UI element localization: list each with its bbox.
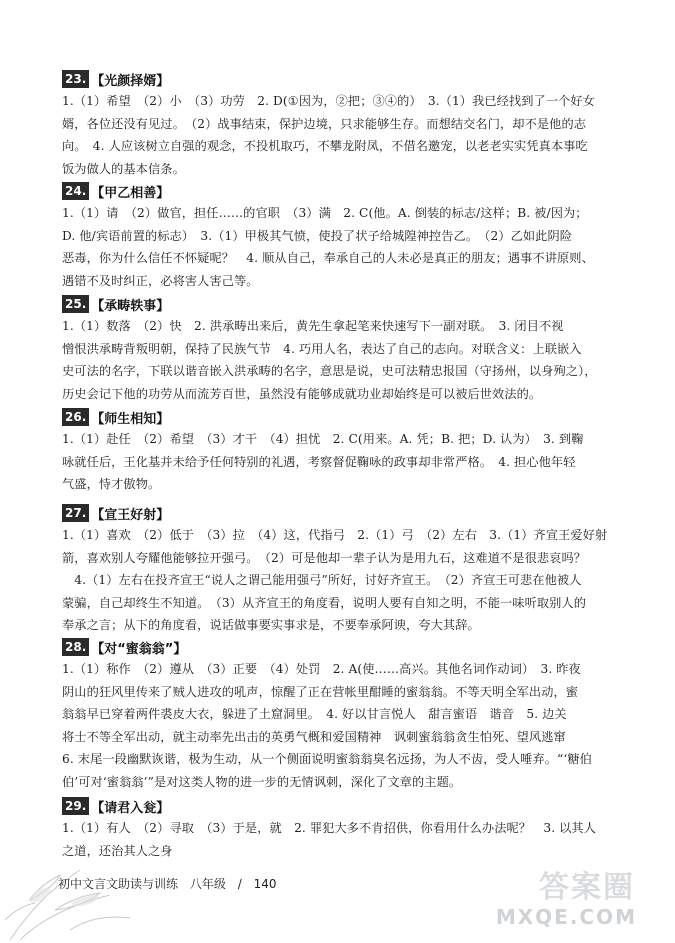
answer-line: 阴山的狂风里传来了贼人进攻的吼声，惊醒了正在营帐里酣睡的蜜翁翁。不等天明全军出动，蜜	[62, 684, 579, 699]
page-number: 140	[253, 877, 277, 891]
section-number: 24.	[62, 182, 89, 200]
answer-line: 翁翁早已穿着两件裘皮大衣，躲进了土窟洞里。 4. 好以甘言悦人 甜言蜜语 谐音 5. 边关	[62, 707, 567, 721]
section-26	[62, 406, 622, 496]
answer-line: 1.（1）数落 （2）快 2. 洪承畴出来后，黄先生拿起笔来快速写下一副对联。 3. 闭目不视	[62, 319, 564, 333]
grade-label: 八年级	[189, 877, 226, 891]
section-title: 【甲乙相善】	[91, 185, 170, 201]
section-title: 【光颜择婿】	[91, 73, 170, 89]
section-number: 29.	[62, 797, 89, 815]
answer-line: 4.（1）左右在投齐宣王“说人之谓己能用强弓”所好，讨好齐宣王。 （2）齐宣王可悲在他被人	[62, 573, 582, 587]
answer-line: 1.（1）希望 （2）小 （3）功劳 2. D(①因为，②把；③④的） 3.（1）我已经找到了一个好女	[62, 94, 595, 108]
section-28	[62, 636, 622, 793]
section-number: 26.	[62, 408, 89, 426]
answer-line: 向。 4. 人应该树立自强的观念，不投机取巧，不攀龙附凤，不借名邀宠，以老老实实凭真本事吃	[62, 139, 588, 153]
section-header	[62, 502, 622, 524]
answer-text	[62, 315, 622, 405]
answer-line: 6. 末尾一段幽默诙谐，极为生动，从一个侧面说明蜜翁翁臭名远扬，为人不齿，受人唾弃。“‘糖伯	[62, 752, 592, 766]
section-number: 28.	[62, 638, 89, 656]
answer-line: 1.（1）赴任 （2）希望 （3）才干 （4）担忧 2. C(用来。A. 凭；B. 把；D. 认为） 3. 到鞠	[62, 432, 584, 446]
answer-line: 1.（1）有人 （2）寻取 （3）于是，就 2. 罪犯大多不肯招供，你看用什么办法呢？ 3. 以其人	[62, 821, 597, 835]
section-title: 【请君入瓮】	[91, 800, 170, 816]
answer-line: 历史会记下他的功劳从而流芳百世，虽然没有能够成就功业却始终是可以被后世效法的。	[62, 386, 542, 401]
section-number: 27.	[62, 504, 89, 522]
section-number: 23.	[62, 70, 89, 88]
answer-line: 伯’可对‘蜜翁翁’”是对这类人物的进一步的无情讽刺，深化了文章的主题。	[62, 774, 462, 789]
section-title: 【对“蜜翁翁”】	[91, 641, 187, 657]
section-27	[62, 502, 622, 637]
answer-text	[62, 202, 622, 292]
answer-line: 1.（1）称作 （2）遵从 （3）正要 （4）处罚 2. A(使……高兴。其他名词作动词） 3. 昨夜	[62, 662, 581, 676]
answer-line: 气盛，恃才傲物。	[62, 477, 161, 491]
section-title: 【宣王好射】	[91, 507, 170, 523]
answer-line: 1.（1）喜欢 （2）低于 （3）拉 （4）这，代指弓 2.（1）弓 （2）左右 3.（1）齐宣王爱好射	[62, 528, 608, 542]
answer-line: 蒙骗，自己却终生不知道。 （3）从齐宣王的角度看，说明人要有自知之明，不能一味听取别人的	[62, 595, 587, 610]
section-29	[62, 795, 622, 862]
watermark-logo: 答案圈	[539, 870, 635, 905]
section-title: 【师生相知】	[91, 411, 170, 427]
book-title: 初中文言文助读与训练	[58, 877, 179, 891]
answer-line: D. 他/宾语前置的标志） 3.（1）甲极其气愤，使投了状子给城隍神控告乙。 （2）乙如此阴险	[62, 228, 573, 243]
section-header	[62, 795, 622, 817]
page-footer	[58, 875, 284, 892]
answer-text	[62, 817, 622, 862]
answer-line: 恶毒，你为什么信任不怀疑呢？ 4. 顺从自己，奉承自己的人未必是真正的朋友；遇事不讲原则、	[62, 251, 594, 265]
section-header	[62, 636, 622, 658]
section-25	[62, 293, 622, 405]
answer-text	[62, 428, 622, 496]
answer-line: 咏就任后，王化基并未给予任何特别的礼遇，考察督促鞠咏的政事却非常严格。 4. 担心他年轻	[62, 454, 576, 469]
answer-line: 憎恨洪承畴背叛明朝，保持了民族气节 4. 巧用人名，表达了自己的志向。对联含义：上联嵌入	[62, 341, 582, 356]
section-header	[62, 68, 622, 90]
answer-line: 奉承之言；从下的角度看，说话做事要实事求是，不要奉承阿谀，夸大其辞。	[62, 618, 480, 632]
section-header	[62, 293, 622, 315]
answer-text	[62, 658, 622, 793]
answer-line: 婿，各位还没有见过。 （2）战事结束，保护边境，只求能够生存。而想结交名门，却不是他的志	[62, 116, 587, 131]
section-23	[62, 68, 622, 180]
section-24	[62, 180, 622, 292]
answer-text	[62, 90, 622, 180]
answer-text	[62, 524, 622, 637]
answer-line: 箭，喜欢别人夸耀他能够拉开强弓。 （2）可是他却一辈子认为是用九石，这难道不是很悲哀吗？	[62, 550, 587, 565]
watermark-url: MXQE.COM	[495, 905, 637, 929]
answer-line: 史可法的名字，下联以谐音嵌入洪承畴的名字，意思是说，史可法精忠报国（守扬州，以身殉之），	[62, 364, 597, 378]
section-number: 25.	[62, 295, 89, 313]
answer-line: 饭为做人的基本信条。	[62, 161, 185, 176]
answer-line: 1.（1）请 （2）做官，担任……的官职 （3）满 2. C(他。A. 倒装的标志/这样；B. 被/因为；	[62, 206, 588, 220]
footer-separator: /	[237, 877, 242, 891]
answer-line: 遇错不及时纠正，必将害人害己等。	[62, 273, 259, 288]
answer-line: 之道，还治其人之身	[62, 843, 173, 858]
section-header	[62, 180, 622, 202]
section-header	[62, 406, 622, 428]
answer-line: 将士不等全军出动，就主动率先出击的英勇气概和爱国精神 讽刺蜜翁翁贪生怕死、望风逃窜	[62, 729, 566, 744]
section-title: 【承畴轶事】	[91, 298, 170, 314]
